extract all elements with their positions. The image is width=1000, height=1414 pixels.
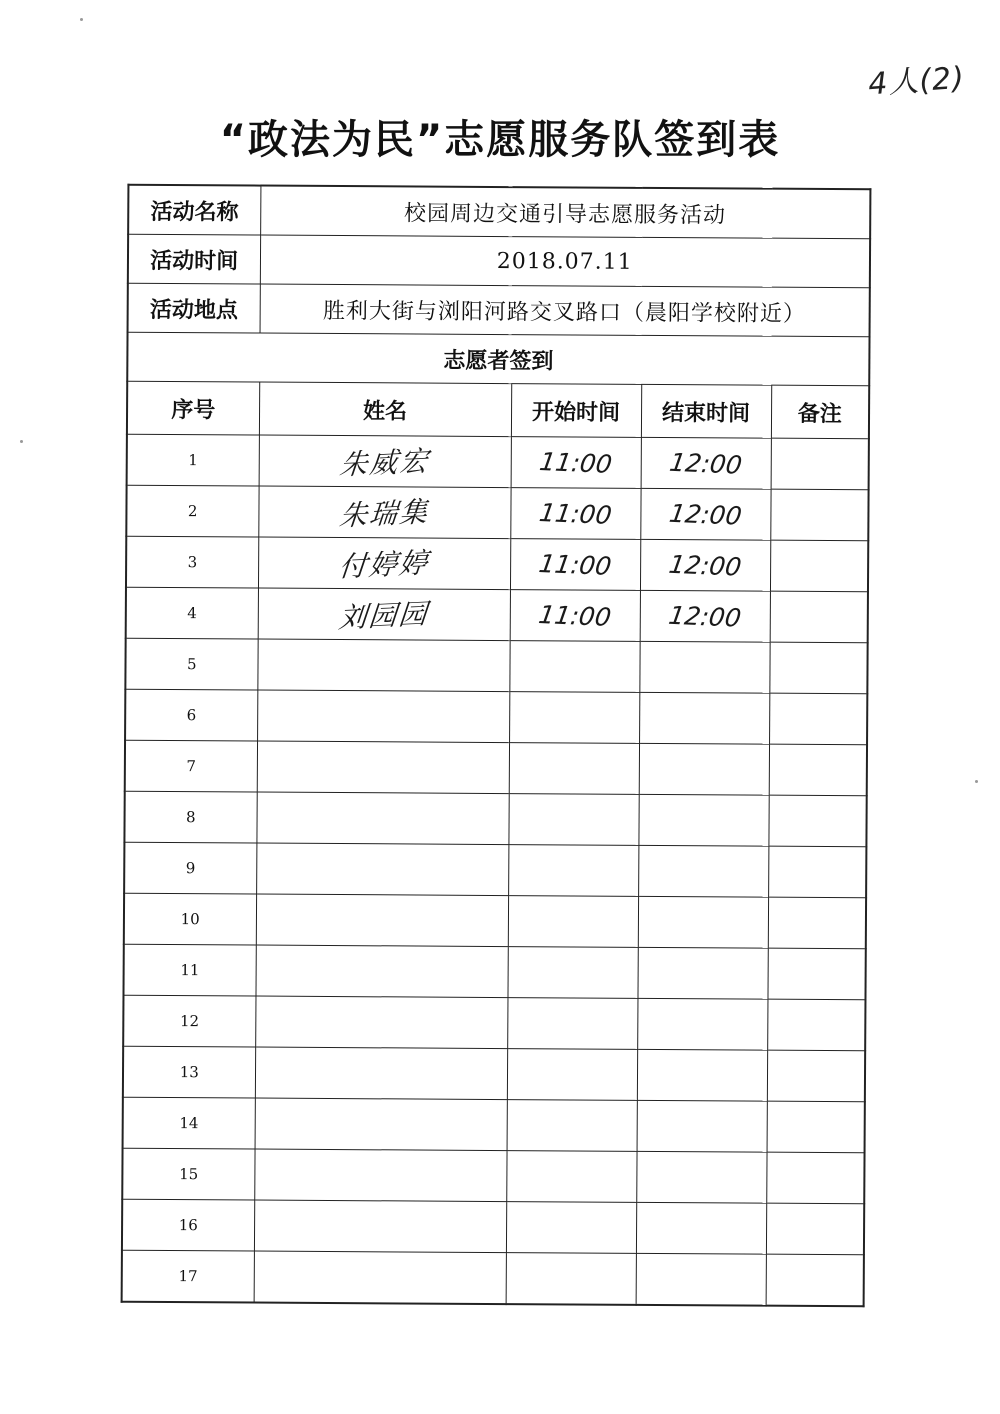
row-index: 14 [123,1097,255,1149]
column-header-start-time: 开始时间 [511,384,641,438]
row-notes-cell [767,999,865,1051]
row-end-time-cell [638,845,768,897]
row-name-cell [256,843,508,896]
row-end-time-cell [640,590,770,642]
row-end-time-cell [637,1100,767,1152]
row-end-time-cell [641,437,771,489]
table-row [123,1097,865,1153]
row-end-time-cell [638,794,768,846]
row-notes-cell [769,693,867,745]
column-header-notes: 备注 [771,385,869,439]
sign-in-form [121,184,870,1315]
row-index: 2 [126,485,258,537]
row-end-time-cell [639,641,769,693]
row-name-cell [255,945,507,998]
table-row [122,1199,864,1255]
table-row [123,1046,865,1102]
table-row [126,587,868,643]
row-start-time-cell [509,641,639,693]
sign-in-table [121,184,872,1308]
row-start-time-cell [507,947,637,999]
table-row [126,536,868,592]
row-start-time-cell [510,488,640,540]
table-row [123,944,865,1000]
handwritten-name: 朱瑞集 [337,495,431,533]
row-start-time-cell [506,1151,636,1203]
row-name-cell [255,1047,507,1100]
handwritten-time: 12:00 [666,600,743,633]
row-notes-cell [767,1101,865,1153]
row-start-time-cell [508,794,638,846]
row-end-time-cell [636,1202,766,1254]
activity-time-value: 2018.07.11 [260,235,870,288]
row-index: 17 [122,1250,254,1302]
handwritten-name: 朱威宏 [338,444,432,482]
row-name-cell [255,996,507,1049]
row-name-cell [255,1098,507,1151]
row-index: 11 [123,944,255,996]
row-notes-cell [770,591,868,643]
table-row [125,740,867,796]
row-end-time-cell [640,539,770,591]
row-name-cell [256,792,508,845]
row-notes-cell [766,1152,864,1204]
row-index: 16 [122,1199,254,1251]
activity-place-value: 胜利大街与浏阳河路交叉路口（晨阳学校附近） [260,284,870,337]
row-end-time-cell [639,743,769,795]
row-name-cell [258,486,510,539]
row-index: 15 [122,1148,254,1200]
row-end-time-cell [637,998,767,1050]
handwritten-time: 12:00 [667,549,744,582]
row-notes-cell [768,846,866,898]
scan-speck [20,440,23,443]
table-row [123,995,865,1051]
row-index: 9 [124,842,256,894]
activity-name-label: 活动名称 [128,185,260,235]
row-index: 4 [126,587,258,639]
handwritten-time: 11:00 [536,599,613,632]
row-end-time-cell [638,896,768,948]
row-name-cell [256,894,508,947]
row-notes-cell [767,1050,865,1102]
row-index: 12 [123,995,255,1047]
row-start-time-cell [507,1049,637,1101]
scan-speck [975,780,978,783]
row-notes-cell [770,489,868,541]
row-name-cell [258,588,510,641]
handwritten-time: 11:00 [537,548,614,581]
row-notes-cell [766,1203,864,1255]
row-start-time-cell [506,1202,636,1254]
row-end-time-cell [636,1151,766,1203]
row-end-time-cell [636,1253,766,1305]
row-start-time-cell [507,1100,637,1152]
activity-time-label: 活动时间 [128,234,260,284]
row-end-time-cell [639,692,769,744]
activity-place-label: 活动地点 [128,283,260,333]
row-name-cell [259,435,511,488]
row-notes-cell [766,1254,864,1306]
table-row [126,485,868,541]
row-notes-cell [769,744,867,796]
table-row [124,893,866,949]
row-start-time-cell [509,743,639,795]
activity-name-value: 校园周边交通引导志愿服务活动 [260,186,870,239]
handwritten-name: 刘园园 [337,597,431,635]
row-end-time-cell [637,947,767,999]
row-notes-cell [769,642,867,694]
row-start-time-cell [509,692,639,744]
row-end-time-cell [640,488,770,540]
row-index: 13 [123,1046,255,1098]
row-index: 5 [125,638,257,690]
row-start-time-cell [508,845,638,897]
column-header-name: 姓名 [259,382,511,437]
row-name-cell [254,1149,506,1202]
row-start-time-cell [507,998,637,1050]
row-end-time-cell [637,1049,767,1101]
column-header-end-time: 结束时间 [641,384,771,438]
row-start-time-cell [510,590,640,642]
row-notes-cell [771,438,869,490]
row-name-cell [254,1251,506,1304]
row-name-cell [254,1200,506,1253]
row-index: 8 [124,791,256,843]
handwritten-time: 12:00 [667,447,744,480]
row-name-cell [258,537,510,590]
handwritten-corner-note: 4人(2) [867,60,966,103]
table-row [125,689,867,745]
row-index: 7 [125,740,257,792]
row-index: 1 [127,434,259,486]
table-row [122,1250,864,1306]
row-notes-cell [770,540,868,592]
row-index: 3 [126,536,258,588]
scan-speck [80,18,83,21]
row-notes-cell [768,897,866,949]
table-row [124,842,866,898]
document-title: “政法为民”志愿服务队签到表 [219,117,781,163]
table-row [127,434,869,490]
row-name-cell [257,639,509,692]
handwritten-time: 11:00 [537,446,614,479]
column-header-index: 序号 [127,381,259,435]
row-index: 10 [124,893,256,945]
sign-in-rows [122,434,869,1306]
row-index: 6 [125,689,257,741]
row-notes-cell [767,948,865,1000]
row-start-time-cell [510,539,640,591]
row-start-time-cell [508,896,638,948]
table-row [122,1148,864,1204]
handwritten-time: 11:00 [537,497,614,530]
handwritten-name: 付婷婷 [337,546,431,584]
row-notes-cell [768,795,866,847]
row-name-cell [257,690,509,743]
table-row [124,791,866,847]
table-row [125,638,867,694]
row-name-cell [257,741,509,794]
volunteer-sign-in-heading: 志愿者签到 [127,332,869,386]
row-start-time-cell [506,1253,636,1305]
row-start-time-cell [511,437,641,489]
handwritten-time: 12:00 [667,498,744,531]
